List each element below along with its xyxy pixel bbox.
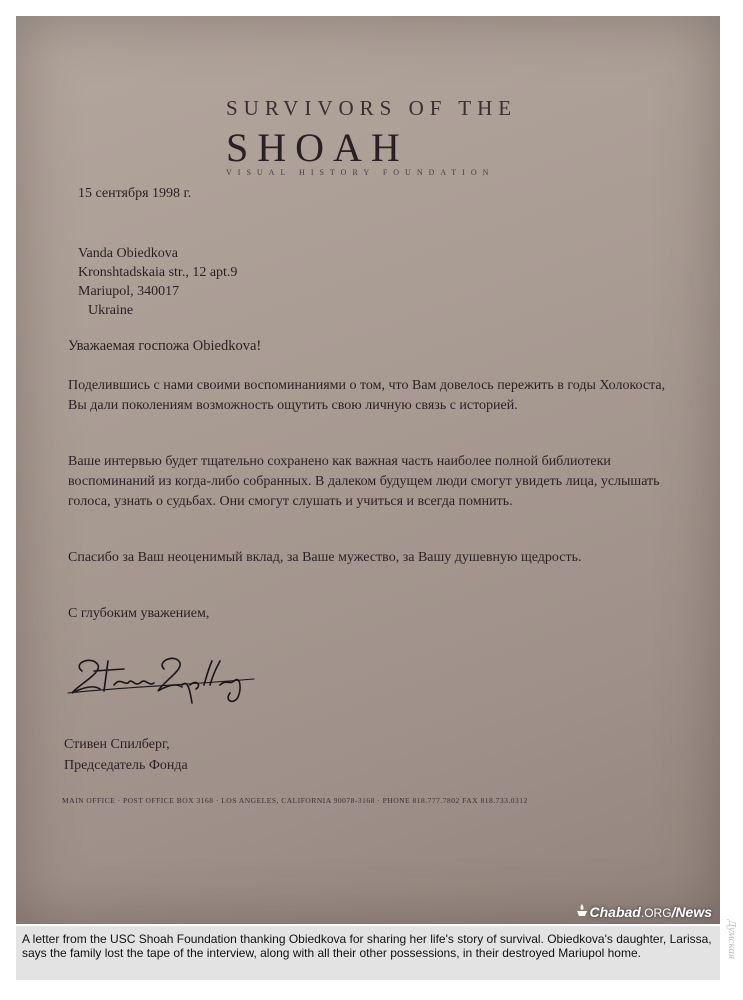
signer-title: Председатель Фонда: [64, 758, 188, 773]
letter-paragraph-3: Спасибо за Ваш неоценимый вклад, за Ваше мужество, за Вашу душевную щедрость.: [68, 550, 582, 565]
letter-date: 15 сентября 1998 г.: [78, 186, 192, 201]
letter-paragraph-2: Ваше интервью будет тщательно сохранено как важная часть наиболее полной библиотеки воспоминаний из когда-либо собранных. В далеком будущем люди смогут увидеть лица, услышать голоса, узнать о судьбах. Они смогут слушать и учиться и всегда помнить.: [68, 454, 660, 509]
watermark-domain: .ORG: [640, 906, 672, 920]
photo-caption: A letter from the USC Shoah Foundation thanking Obiedkova for sharing her life's story of survival. Obiedkova's daughter, Larissa, says the family lost the tape of the interview, along with all their other possessions, in their destroyed Mariupol home.: [16, 926, 720, 980]
letterhead-sub-line: VISUAL HISTORY FOUNDATION: [226, 168, 495, 177]
letterhead-footer: MAIN OFFICE · POST OFFICE BOX 3168 · LOS ANGELES, CALIFORNIA 90078-3168 · PHONE 818.777.7802 FAX 818.733.0312: [62, 796, 528, 805]
signer-name: Стивен Спилберг,: [64, 737, 170, 752]
letter-greeting: Уважаемая госпожа Obiedkova!: [68, 338, 262, 354]
letterhead-top-line: SURVIVORS OF THE: [226, 96, 518, 120]
recipient-city: Mariupol, 340017: [78, 284, 180, 299]
recipient-street: Kronshtadskaia str., 12 apt.9: [78, 265, 238, 280]
photo-credit: [726, 920, 740, 980]
watermark-section: /News: [671, 904, 712, 920]
recipient-address: [78, 244, 237, 320]
chabad-watermark: [576, 903, 712, 920]
watermark-brand: Chabad: [589, 904, 641, 920]
recipient-name: Vanda Obiedkova: [78, 246, 178, 261]
recipient-country: Ukraine: [88, 303, 134, 318]
signer-block: [64, 734, 188, 776]
photo-credit-text: Думская: [726, 920, 738, 959]
lamp-icon: [576, 903, 588, 920]
letter-photo: [16, 16, 720, 924]
letter: [16, 16, 720, 924]
letter-closing: С глубоким уважением,: [68, 606, 210, 621]
signature-icon: [64, 641, 264, 711]
letterhead-logo: SHOAH: [226, 125, 409, 170]
letter-paragraph-1: Поделившись с нами своими воспоминаниями о том, что Вам довелось пережить в годы Холокоста, Вы дали поколениям возможность ощутить свою личную связь с историей.: [68, 378, 666, 413]
